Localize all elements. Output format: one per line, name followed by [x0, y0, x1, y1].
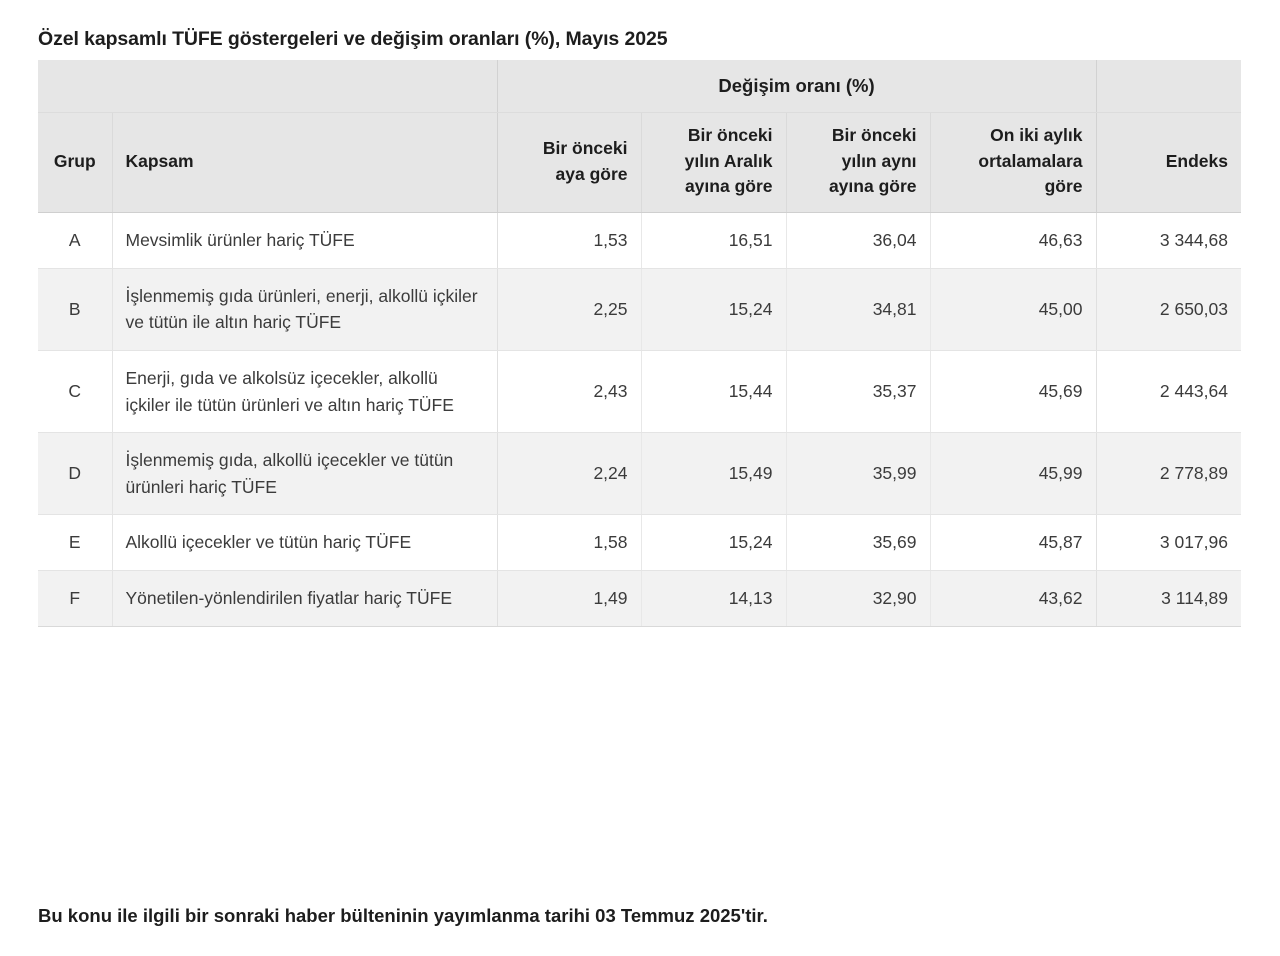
row-rate-previous-december: 15,24 [641, 268, 786, 350]
row-group-code: F [38, 570, 112, 626]
column-header-previous-december-line1: Bir önceki [687, 125, 773, 145]
row-rate-previous-december: 15,24 [641, 515, 786, 571]
row-rate-same-month-previous-year: 35,69 [786, 515, 930, 571]
column-header-previous-december [641, 113, 786, 213]
table-row [38, 350, 1241, 432]
row-scope-label: İşlenmemiş gıda, alkollü içecekler ve tütün ürünleri hariç TÜFE [112, 433, 497, 515]
row-scope-label: Enerji, gıda ve alkolsüz içecekler, alkollü içkiler ile tütün ürünleri ve altın hariç TÜFE [112, 350, 497, 432]
table-header-group-row [38, 60, 1241, 113]
row-rate-previous-month: 2,24 [497, 433, 641, 515]
column-header-twelve-month-average-line3: göre [1044, 176, 1083, 197]
column-header-same-month-previous-year [786, 113, 930, 213]
row-index-value: 3 017,96 [1096, 515, 1241, 571]
row-rate-same-month-previous-year: 32,90 [786, 570, 930, 626]
header-spacer-right [1096, 60, 1241, 113]
tufe-indicators-table [38, 60, 1241, 627]
table-row [38, 268, 1241, 350]
row-group-code: D [38, 433, 112, 515]
row-rate-previous-month: 2,43 [497, 350, 641, 432]
row-scope-label: Mevsimlik ürünler hariç TÜFE [112, 213, 497, 269]
column-header-previous-month-line1: Bir önceki [542, 137, 628, 158]
row-rate-twelve-month-average: 45,99 [930, 433, 1096, 515]
column-header-previous-month [497, 113, 641, 213]
header-spacer-left [38, 60, 497, 113]
column-header-twelve-month-average-line1: On iki aylık [990, 125, 1083, 145]
row-rate-same-month-previous-year: 35,37 [786, 350, 930, 432]
next-release-note: Bu konu ile ilgili bir sonraki haber bülteninin yayımlanma tarihi 03 Temmuz 2025'tir. [38, 905, 768, 926]
table-row [38, 213, 1241, 269]
row-rate-previous-december: 15,44 [641, 350, 786, 432]
row-rate-twelve-month-average: 46,63 [930, 213, 1096, 269]
row-index-value: 3 344,68 [1096, 213, 1241, 269]
row-scope-label: İşlenmemiş gıda ürünleri, enerji, alkollü içkiler ve tütün ile altın hariç TÜFE [112, 268, 497, 350]
table-row [38, 570, 1241, 626]
row-rate-previous-month: 2,25 [497, 268, 641, 350]
column-header-previous-month-line2: aya göre [555, 163, 628, 184]
column-header-previous-december-line2: yılın Aralık [684, 150, 773, 171]
table-container [38, 60, 1241, 627]
column-header-kapsam: Kapsam [112, 113, 497, 213]
table-header-row [38, 113, 1241, 213]
row-rate-twelve-month-average: 45,69 [930, 350, 1096, 432]
row-rate-previous-month: 1,53 [497, 213, 641, 269]
column-header-twelve-month-average [930, 113, 1096, 213]
header-rate-group: Değişim oranı (%) [497, 60, 1096, 113]
row-index-value: 2 650,03 [1096, 268, 1241, 350]
row-group-code: A [38, 213, 112, 269]
column-header-previous-december-line3: ayına göre [684, 176, 773, 197]
row-rate-previous-month: 1,49 [497, 570, 641, 626]
column-header-grup: Grup [38, 113, 112, 213]
row-index-value: 3 114,89 [1096, 570, 1241, 626]
row-rate-previous-december: 15,49 [641, 433, 786, 515]
row-index-value: 2 778,89 [1096, 433, 1241, 515]
table-body [38, 213, 1241, 626]
row-rate-twelve-month-average: 45,87 [930, 515, 1096, 571]
row-rate-previous-december: 14,13 [641, 570, 786, 626]
column-header-twelve-month-average-line2: ortalamalara [978, 150, 1083, 171]
column-header-same-month-previous-year-line3: ayına göre [828, 176, 917, 197]
table-row [38, 515, 1241, 571]
table-row [38, 433, 1241, 515]
row-rate-twelve-month-average: 43,62 [930, 570, 1096, 626]
row-group-code: C [38, 350, 112, 432]
page-title: Özel kapsamlı TÜFE göstergeleri ve değişim oranları (%), Mayıs 2025 [38, 28, 668, 50]
table-head [38, 60, 1241, 213]
row-scope-label: Yönetilen-yönlendirilen fiyatlar hariç TÜFE [112, 570, 497, 626]
row-rate-same-month-previous-year: 34,81 [786, 268, 930, 350]
row-rate-same-month-previous-year: 36,04 [786, 213, 930, 269]
column-header-endeks: Endeks [1096, 113, 1241, 213]
row-group-code: E [38, 515, 112, 571]
column-header-same-month-previous-year-line2: yılın aynı [841, 150, 917, 171]
row-rate-twelve-month-average: 45,00 [930, 268, 1096, 350]
row-index-value: 2 443,64 [1096, 350, 1241, 432]
row-rate-previous-month: 1,58 [497, 515, 641, 571]
row-rate-same-month-previous-year: 35,99 [786, 433, 930, 515]
row-rate-previous-december: 16,51 [641, 213, 786, 269]
column-header-same-month-previous-year-line1: Bir önceki [831, 125, 917, 145]
row-scope-label: Alkollü içecekler ve tütün hariç TÜFE [112, 515, 497, 571]
row-group-code: B [38, 268, 112, 350]
